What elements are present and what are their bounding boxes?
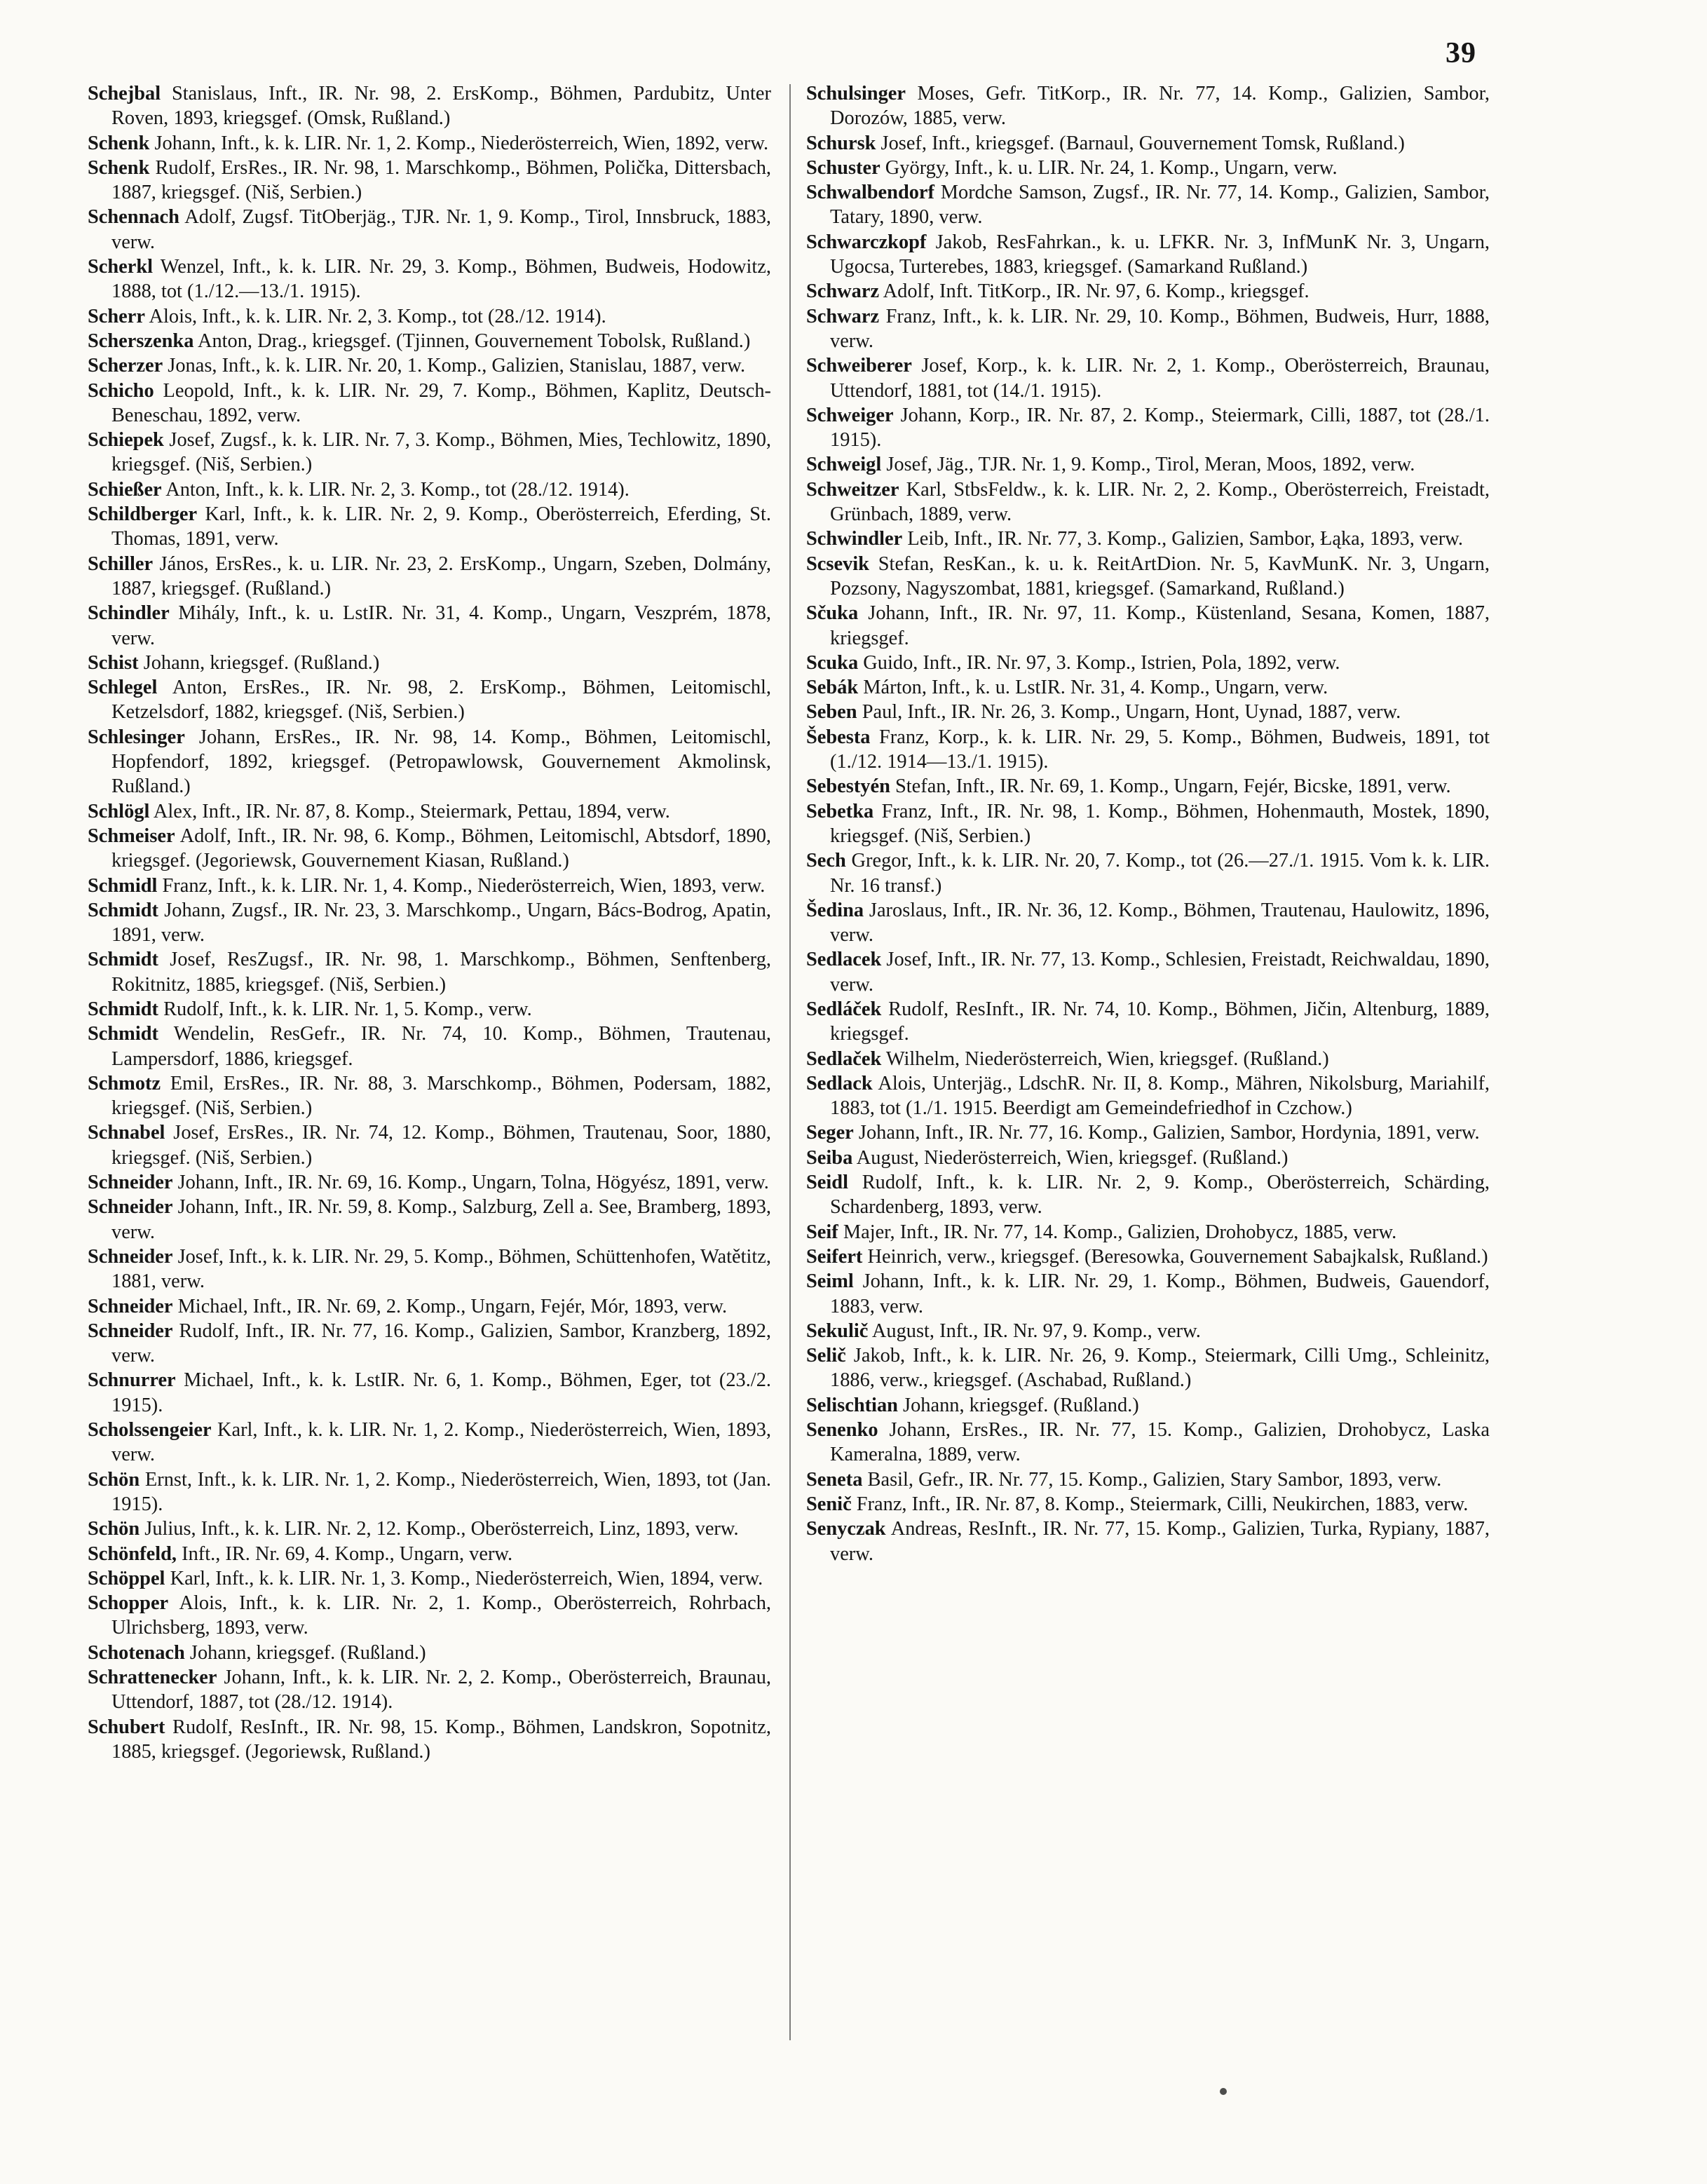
entry-details: Franz, Inft., IR. Nr. 98, 1. Komp., Böhmen, Hohenmauth, Mostek, 1890, kriegsgef. (Niš, Serbien.)	[830, 800, 1490, 847]
entry-surname: Schnabel	[88, 1122, 165, 1144]
entry-surname: Seif	[806, 1221, 838, 1243]
entry-surname: Scherkl	[88, 256, 154, 278]
entry-details: János, ErsRes., k. u. LIR. Nr. 23, 2. ErsKomp., Ungarn, Szeben, Dolmány, 1887, kriegsgef. (Rußland.)	[111, 552, 771, 599]
register-entry	[806, 477, 1490, 527]
entry-details: Rudolf, ResInft., IR. Nr. 98, 15. Komp., Böhmen, Landskron, Sopotnitz, 1885, kriegsgef. (Jegoriewsk, Rußland.)	[111, 1716, 771, 1763]
entry-surname: Schmidt	[88, 1023, 158, 1045]
entry-surname: Sebetka	[806, 800, 874, 822]
register-entry	[88, 304, 771, 329]
register-entry	[88, 1022, 771, 1071]
entry-details: Anton, Inft., k. k. LIR. Nr. 2, 3. Komp., tot (28./12. 1914).	[165, 478, 630, 501]
entry-details: Johann, Inft., IR. Nr. 77, 16. Komp., Galizien, Sambor, Hordynia, 1891, verw.	[858, 1122, 1480, 1144]
entry-surname: Seiml	[806, 1270, 854, 1293]
entry-details: Josef, Inft., kriegsgef. (Barnaul, Gouvernement Tomsk, Rußland.)	[880, 132, 1405, 154]
entry-details: Johann, Zugsf., IR. Nr. 23, 3. Marschkomp., Ungarn, Bács-Bodrog, Apatin, 1891, verw.	[111, 899, 771, 947]
entry-surname: Sekulič	[806, 1320, 869, 1342]
entry-surname: Schmotz	[88, 1072, 161, 1094]
entry-details: Alex, Inft., IR. Nr. 87, 8. Komp., Steiermark, Pettau, 1894, verw.	[153, 800, 670, 822]
register-entry	[88, 205, 771, 255]
register-entry	[88, 675, 771, 725]
entry-details: Karl, Inft., k. k. LIR. Nr. 1, 3. Komp., Niederösterreich, Wien, 1894, verw.	[170, 1567, 763, 1589]
register-entry	[806, 898, 1490, 948]
register-entry	[806, 1467, 1490, 1492]
register-entry	[88, 552, 771, 602]
entry-surname: Schennach	[88, 206, 179, 229]
entry-surname: Schweiberer	[806, 355, 912, 377]
register-entry	[88, 1591, 771, 1641]
entry-details: Rudolf, Inft., IR. Nr. 77, 16. Komp., Galizien, Sambor, Kranzberg, 1892, verw.	[111, 1320, 771, 1367]
entry-surname: Schiller	[88, 552, 154, 575]
entry-details: Michael, Inft., k. k. LstIR. Nr. 6, 1. Komp., Böhmen, Eger, tot (23./2. 1915).	[111, 1369, 771, 1416]
entry-details: Jakob, ResFahrkan., k. u. LFKR. Nr. 3, InfMunK Nr. 3, Ungarn, Ugocsa, Turterebes, 1883, kriegsgef. (Samarkand Rußland.)	[830, 231, 1490, 278]
entry-surname: Schenk	[88, 156, 150, 179]
entry-details: Johann, Inft., IR. Nr. 97, 11. Komp., Küstenland, Sesana, Komen, 1887, kriegsgef.	[830, 602, 1490, 649]
register-entry	[88, 947, 771, 997]
entry-details: György, Inft., k. u. LIR. Nr. 24, 1. Komp., Ungarn, verw.	[885, 156, 1338, 179]
entry-details: Rudolf, ErsRes., IR. Nr. 98, 1. Marschkomp., Böhmen, Polička, Dittersbach, 1887, kriegsgef. (Niš, Serbien.)	[111, 156, 771, 204]
entry-surname: Sedlaček	[806, 1047, 882, 1070]
register-entry	[806, 1269, 1490, 1319]
entry-details: Michael, Inft., IR. Nr. 69, 2. Komp., Ungarn, Fejér, Mór, 1893, verw.	[177, 1295, 728, 1317]
register-entry	[88, 156, 771, 205]
entry-details: Alois, Unterjäg., LdschR. Nr. II, 8. Komp., Mähren, Nikolsburg, Mariahilf, 1883, tot (1./1. 1915. Beerdigt am Gemeindefriedhof in Czchow.)	[830, 1072, 1490, 1120]
register-entry	[88, 799, 771, 824]
register-entry	[88, 1566, 771, 1591]
register-entry	[88, 1542, 771, 1566]
entry-surname: Schneider	[88, 1320, 173, 1342]
entry-surname: Seben	[806, 701, 857, 724]
register-entry	[88, 725, 771, 799]
entry-surname: Scherr	[88, 305, 145, 327]
register-entry	[88, 329, 771, 353]
register-entry	[806, 1120, 1490, 1145]
entry-surname: Schneider	[88, 1245, 173, 1268]
entry-surname: Sedlacek	[806, 949, 882, 971]
entry-details: Mihály, Inft., k. u. LstIR. Nr. 31, 4. Komp., Ungarn, Veszprém, 1878, verw.	[111, 602, 771, 649]
entry-details: Jakob, Inft., k. k. LIR. Nr. 26, 9. Komp., Steiermark, Cilli Umg., Schleinitz, 1886, verw., kriegsgef. (Aschabad, Rußland.)	[830, 1345, 1490, 1392]
register-entry	[806, 700, 1490, 724]
register-entry	[88, 1195, 771, 1244]
entry-surname: Schweiger	[806, 404, 894, 426]
register-entry	[806, 1319, 1490, 1343]
register-entry	[88, 1120, 771, 1170]
entry-surname: Scholssengeier	[88, 1419, 212, 1442]
register-entry	[806, 230, 1490, 280]
entry-surname: Schwarz	[806, 280, 880, 303]
register-entry	[88, 255, 771, 304]
register-entry	[806, 774, 1490, 799]
entry-details: Josef, Zugsf., k. k. LIR. Nr. 7, 3. Komp., Böhmen, Mies, Techlowitz, 1890, kriegsgef. (Niš, Serbien.)	[111, 429, 771, 476]
entry-surname: Seneta	[806, 1468, 863, 1491]
entry-surname: Schrattenecker	[88, 1667, 217, 1688]
entry-details: Wilhelm, Niederösterreich, Wien, kriegsgef. (Rußland.)	[885, 1047, 1329, 1070]
entry-surname: Schönfeld,	[88, 1542, 177, 1565]
entry-surname: Selič	[806, 1345, 846, 1367]
register-entry	[806, 452, 1490, 477]
entry-details: Wenzel, Inft., k. k. LIR. Nr. 29, 3. Komp., Böhmen, Budweis, Hodowitz, 1888, tot (1./12.—13./1. 1915).	[111, 256, 771, 303]
entry-surname: Schneider	[88, 1295, 173, 1317]
entry-surname: Schindler	[88, 602, 170, 625]
entry-details: Karl, Inft., k. k. LIR. Nr. 2, 9. Komp., Oberösterreich, Eferding, St. Thomas, 1891, verw.	[111, 503, 771, 550]
register-entry	[806, 527, 1490, 551]
register-entry	[806, 1492, 1490, 1517]
entry-surname: Senyczak	[806, 1518, 886, 1540]
register-entry	[88, 1319, 771, 1369]
entry-details: Rudolf, Inft., k. k. LIR. Nr. 1, 5. Komp., verw.	[163, 998, 532, 1020]
register-entry	[806, 1343, 1490, 1393]
register-entry	[88, 379, 771, 428]
entry-details: August, Inft., IR. Nr. 97, 9. Komp., verw.	[871, 1320, 1201, 1342]
entry-details: Stefan, Inft., IR. Nr. 69, 1. Komp., Ungarn, Fejér, Bicske, 1891, verw.	[895, 775, 1451, 798]
entry-details: Majer, Inft., IR. Nr. 77, 14. Komp., Galizien, Drohobycz, 1885, verw.	[843, 1221, 1397, 1243]
register-entry	[88, 1418, 771, 1467]
register-entry	[806, 651, 1490, 675]
entry-details: Guido, Inft., IR. Nr. 97, 3. Komp., Istrien, Pola, 1892, verw.	[863, 651, 1340, 674]
entry-details: Basil, Gefr., IR. Nr. 77, 15. Komp., Galizien, Stary Sambor, 1893, verw.	[867, 1468, 1442, 1491]
register-entry	[88, 997, 771, 1022]
entry-details: Karl, StbsFeldw., k. k. LIR. Nr. 2, 2. Komp., Oberösterreich, Freistadt, Grünbach, 1889, verw.	[830, 478, 1490, 526]
entry-surname: Schießer	[88, 478, 162, 501]
entry-surname: Scherzer	[88, 355, 163, 377]
register-entry	[806, 131, 1490, 156]
register-entry	[806, 279, 1490, 304]
entry-surname: Seidl	[806, 1172, 848, 1194]
entry-details: Franz, Inft., k. k. LIR. Nr. 1, 4. Komp., Niederösterreich, Wien, 1893, verw.	[162, 874, 766, 897]
entry-details: Josef, Inft., IR. Nr. 77, 13. Komp., Schlesien, Freistadt, Reichwaldau, 1890, verw.	[830, 949, 1490, 996]
entry-details: Heinrich, verw., kriegsgef. (Beresowka, Gouvernement Sabajkalsk, Rußland.)	[867, 1245, 1488, 1268]
register-entry	[806, 1517, 1490, 1566]
entry-details: Johann, Korp., IR. Nr. 87, 2. Komp., Steiermark, Cilli, 1887, tot (28./1. 1915).	[830, 404, 1490, 452]
entry-surname: Schwalbendorf	[806, 182, 934, 204]
entry-surname: Schursk	[806, 132, 876, 154]
entry-details: Jaroslaus, Inft., IR. Nr. 36, 12. Komp., Böhmen, Trautenau, Haulowitz, 1896, verw.	[830, 899, 1490, 947]
entry-details: Johann, Inft., k. k. LIR. Nr. 29, 1. Komp., Böhmen, Budweis, Gauendorf, 1883, verw.	[830, 1270, 1490, 1317]
entry-details: August, Niederösterreich, Wien, kriegsgef. (Rußland.)	[856, 1146, 1288, 1169]
entry-surname: Scherszenka	[88, 330, 194, 352]
left-column	[88, 81, 771, 1764]
entry-surname: Selischtian	[806, 1394, 898, 1416]
entry-surname: Schiepek	[88, 429, 164, 452]
register-entry	[806, 601, 1490, 651]
entry-surname: Sedláček	[806, 998, 882, 1020]
entry-details: Josef, Inft., k. k. LIR. Nr. 29, 5. Komp., Böhmen, Schüttenhofen, Watětitz, 1881, verw.	[111, 1245, 771, 1293]
entry-details: Stefan, ResKan., k. u. k. ReitArtDion. Nr. 5, KavMunK. Nr. 3, Ungarn, Pozsony, Nagyszombat, 1881, kriegsgef. (Samarkand, Rußland.)	[830, 552, 1490, 599]
entry-details: Stanislaus, Inft., IR. Nr. 98, 2. ErsKomp., Böhmen, Pardubitz, Unter Roven, 1893, kriegsgef. (Omsk, Rußland.)	[111, 83, 771, 130]
entry-details: Márton, Inft., k. u. LstIR. Nr. 31, 4. Komp., Ungarn, verw.	[863, 677, 1328, 699]
entry-details: Franz, Korp., k. k. LIR. Nr. 29, 5. Komp., Böhmen, Budweis, 1891, tot (1./12. 1914—13./1. 1915).	[830, 726, 1490, 773]
entry-details: Julius, Inft., k. k. LIR. Nr. 2, 12. Komp., Oberösterreich, Linz, 1893, verw.	[144, 1518, 739, 1540]
register-entry	[88, 81, 771, 131]
entry-surname: Schmidl	[88, 874, 158, 897]
entry-surname: Schwarczkopf	[806, 231, 927, 253]
entry-details: Johann, ErsRes., IR. Nr. 98, 14. Komp., Böhmen, Leitomischl, Hopfendorf, 1892, kriegsgef. (Petropawlowsk, Gouvernement Akmolinsk, Rußland.)	[111, 726, 771, 798]
entry-details: Johann, kriegsgef. (Rußland.)	[189, 1641, 426, 1664]
entry-surname: Schenk	[88, 132, 150, 154]
register-entry	[88, 1071, 771, 1121]
register-entry	[806, 552, 1490, 602]
register-entry	[806, 1047, 1490, 1071]
entry-surname: Senenko	[806, 1419, 878, 1442]
entry-surname: Šedina	[806, 899, 864, 921]
entry-details: Adolf, Zugsf. TitOberjäg., TJR. Nr. 1, 9. Komp., Tirol, Innsbruck, 1883, verw.	[111, 206, 772, 253]
entry-surname: Schlegel	[88, 677, 158, 699]
entry-details: Johann, Inft., k. k. LIR. Nr. 2, 2. Komp., Oberösterreich, Braunau, Uttendorf, 1887, tot (28./12. 1914).	[111, 1667, 771, 1714]
register-entry	[88, 1294, 771, 1319]
entry-details: Adolf, Inft. TitKorp., IR. Nr. 97, 6. Komp., kriegsgef.	[883, 280, 1310, 303]
entry-surname: Seifert	[806, 1245, 863, 1268]
entry-details: Leopold, Inft., k. k. LIR. Nr. 29, 7. Komp., Böhmen, Kaplitz, Deutsch-Beneschau, 1892, verw.	[111, 379, 771, 426]
entry-surname: Scsevik	[806, 552, 869, 575]
register-entry	[806, 799, 1490, 849]
register-entry	[806, 1418, 1490, 1467]
register-entry	[88, 428, 771, 477]
entry-surname: Schön	[88, 1518, 140, 1540]
entry-details: Wendelin, ResGefr., IR. Nr. 74, 10. Komp., Böhmen, Trautenau, Lampersdorf, 1886, kriegsgef.	[111, 1023, 771, 1070]
entry-surname: Schmidt	[88, 998, 158, 1020]
entry-surname: Sedlack	[806, 1072, 873, 1094]
register-entry	[806, 1146, 1490, 1170]
register-entry	[806, 353, 1490, 403]
entry-details: Gregor, Inft., k. k. LIR. Nr. 20, 7. Komp., tot (26.—27./1. 1915. Vom k. k. LIR. Nr. 16 transf.)	[830, 850, 1490, 897]
entry-surname: Schildberger	[88, 503, 198, 526]
register-entry	[88, 1715, 771, 1765]
entry-details: Emil, ErsRes., IR. Nr. 88, 3. Marschkomp., Böhmen, Podersam, 1882, kriegsgef. (Niš, Serbien.)	[111, 1072, 771, 1120]
entry-details: Johann, Inft., IR. Nr. 69, 16. Komp., Ungarn, Tolna, Högyész, 1891, verw.	[177, 1172, 769, 1194]
entry-surname: Schwarz	[806, 305, 880, 327]
register-entry	[806, 1071, 1490, 1121]
entry-surname: Schubert	[88, 1716, 165, 1738]
entry-surname: Schneider	[88, 1172, 173, 1194]
register-entry	[88, 898, 771, 948]
register-entry	[806, 304, 1490, 354]
entry-surname: Schnurrer	[88, 1369, 176, 1392]
entry-details: Moses, Gefr. TitKorp., IR. Nr. 77, 14. Komp., Galizien, Sambor, Dorozów, 1885, verw.	[830, 83, 1490, 130]
entry-details: Paul, Inft., IR. Nr. 26, 3. Komp., Ungarn, Hont, Uynad, 1887, verw.	[862, 701, 1401, 724]
entry-details: Anton, ErsRes., IR. Nr. 98, 2. ErsKomp., Böhmen, Leitomischl, Ketzelsdorf, 1882, kriegsgef. (Niš, Serbien.)	[111, 677, 771, 724]
entry-surname: Sebák	[806, 677, 859, 699]
entry-surname: Schneider	[88, 1196, 173, 1219]
entry-surname: Schejbal	[88, 83, 161, 104]
register-entry	[88, 651, 771, 675]
entry-details: Josef, Jäg., TJR. Nr. 1, 9. Komp., Tirol, Meran, Moos, 1892, verw.	[886, 454, 1415, 476]
register-entry	[88, 1641, 771, 1665]
register-entry	[806, 156, 1490, 180]
entry-surname: Scuka	[806, 651, 859, 674]
register-entry	[806, 725, 1490, 775]
entry-details: Alois, Inft., k. k. LIR. Nr. 2, 3. Komp., tot (28./12. 1914).	[149, 305, 606, 327]
register-entry	[88, 131, 771, 156]
entry-details: Johann, ErsRes., IR. Nr. 77, 15. Komp., Galizien, Drohobycz, Laska Kameralna, 1889, verw.	[830, 1419, 1490, 1466]
register-entry	[88, 824, 771, 874]
entry-details: Rudolf, ResInft., IR. Nr. 74, 10. Komp., Böhmen, Jičin, Altenburg, 1889, kriegsgef.	[830, 998, 1490, 1045]
register-entry	[88, 1170, 771, 1195]
entry-surname: Schuster	[806, 156, 880, 179]
entry-details: Jonas, Inft., k. k. LIR. Nr. 20, 1. Komp., Galizien, Stanislau, 1887, verw.	[168, 355, 746, 377]
register-entry	[806, 947, 1490, 997]
entry-details: Johann, kriegsgef. (Rußland.)	[903, 1394, 1139, 1416]
entry-details: Leib, Inft., IR. Nr. 77, 3. Komp., Galizien, Sambor, Łąka, 1893, verw.	[907, 528, 1463, 550]
register-entry	[88, 502, 771, 552]
entry-surname: Schicho	[88, 379, 154, 402]
entry-surname: Schweigl	[806, 454, 882, 476]
entry-details: Mordche Samson, Zugsf., IR. Nr. 77, 14. Komp., Galizien, Sambor, Tatary, 1890, verw.	[830, 182, 1490, 229]
entry-surname: Schmidt	[88, 899, 158, 921]
register-entry	[88, 1517, 771, 1541]
entry-details: Josef, Korp., k. k. LIR. Nr. 2, 1. Komp., Oberösterreich, Braunau, Uttendorf, 1881, tot (14./1. 1915).	[830, 355, 1490, 402]
register-entry	[806, 81, 1490, 131]
register-entry	[806, 997, 1490, 1047]
entry-details: Anton, Drag., kriegsgef. (Tjinnen, Gouvernement Tobolsk, Rußland.)	[197, 330, 751, 352]
register-entry	[88, 353, 771, 378]
entry-details: Johann, kriegsgef. (Rußland.)	[143, 651, 380, 674]
register-entry	[88, 1244, 771, 1294]
entry-surname: Senič	[806, 1493, 852, 1515]
entry-surname: Seiba	[806, 1146, 853, 1169]
entry-details: Franz, Inft., k. k. LIR. Nr. 29, 10. Komp., Böhmen, Budweis, Hurr, 1888, verw.	[830, 305, 1490, 352]
entry-details: Inft., IR. Nr. 69, 4. Komp., Ungarn, verw.	[182, 1542, 513, 1565]
entry-details: Johann, Inft., IR. Nr. 59, 8. Komp., Salzburg, Zell a. See, Bramberg, 1893, verw.	[111, 1196, 771, 1243]
register-entry	[88, 1665, 771, 1715]
entry-details: Johann, Inft., k. k. LIR. Nr. 1, 2. Komp., Niederösterreich, Wien, 1892, verw.	[154, 132, 769, 154]
entry-surname: Schulsinger	[806, 83, 906, 104]
register-entry	[806, 848, 1490, 898]
entry-surname: Sech	[806, 850, 846, 872]
register-entry	[806, 180, 1490, 230]
entry-surname: Schist	[88, 651, 139, 674]
register-entry	[88, 1368, 771, 1418]
entry-details: Ernst, Inft., k. k. LIR. Nr. 1, 2. Komp., Niederösterreich, Wien, 1893, tot (Jan. 1915).	[111, 1468, 771, 1515]
entry-surname: Schmidt	[88, 949, 158, 971]
entry-surname: Schöppel	[88, 1567, 165, 1589]
register-entry	[806, 1393, 1490, 1418]
entry-details: Adolf, Inft., IR. Nr. 98, 6. Komp., Böhmen, Leitomischl, Abtsdorf, 1890, kriegsgef. (Jegoriewsk, Gouvernement Kiasan, Rußland.)	[111, 825, 771, 872]
entry-surname: Schmeiser	[88, 825, 175, 847]
register-entry	[806, 403, 1490, 453]
entry-surname: Schön	[88, 1468, 140, 1491]
page-number: 39	[1446, 37, 1476, 69]
entry-surname: Schlögl	[88, 800, 150, 822]
entry-surname: Sčuka	[806, 602, 859, 625]
entry-surname: Schlesinger	[88, 726, 185, 748]
entry-details: Josef, ResZugsf., IR. Nr. 98, 1. Marschkomp., Böhmen, Senftenberg, Rokitnitz, 1885, kriegsgef. (Niš, Serbien.)	[111, 949, 771, 996]
register-entry	[88, 601, 771, 651]
entry-surname: Schwindler	[806, 528, 903, 550]
entry-details: Josef, ErsRes., IR. Nr. 74, 12. Komp., Böhmen, Trautenau, Soor, 1880, kriegsgef. (Niš, Serbien.)	[111, 1122, 771, 1169]
entry-surname: Schopper	[88, 1592, 169, 1615]
entry-details: Karl, Inft., k. k. LIR. Nr. 1, 2. Komp., Niederösterreich, Wien, 1893, verw.	[111, 1419, 771, 1466]
register-entry	[806, 1244, 1490, 1269]
right-column	[806, 81, 1490, 1566]
register-entry	[88, 477, 771, 502]
register-entry	[88, 874, 771, 898]
entry-surname: Sebestyén	[806, 775, 890, 798]
entry-details: Franz, Inft., IR. Nr. 87, 8. Komp., Steiermark, Cilli, Neukirchen, 1883, verw.	[856, 1493, 1469, 1515]
column-divider	[789, 84, 791, 2040]
ink-spot	[1220, 2088, 1227, 2095]
register-entry	[806, 675, 1490, 700]
entry-details: Rudolf, Inft., k. k. LIR. Nr. 2, 9. Komp., Oberösterreich, Schärding, Schardenberg, 1893, verw.	[830, 1172, 1490, 1219]
entry-surname: Seger	[806, 1122, 854, 1144]
entry-surname: Šebesta	[806, 726, 871, 748]
entry-details: Andreas, ResInft., IR. Nr. 77, 15. Komp., Galizien, Turka, Rypiany, 1887, verw.	[830, 1518, 1490, 1565]
register-entry	[806, 1220, 1490, 1244]
entry-surname: Schotenach	[88, 1641, 185, 1664]
entry-surname: Schweitzer	[806, 478, 899, 501]
register-entry	[88, 1467, 771, 1517]
register-entry	[806, 1170, 1490, 1220]
entry-details: Alois, Inft., k. k. LIR. Nr. 2, 1. Komp., Oberösterreich, Rohrbach, Ulrichsberg, 1893, verw.	[111, 1592, 771, 1639]
